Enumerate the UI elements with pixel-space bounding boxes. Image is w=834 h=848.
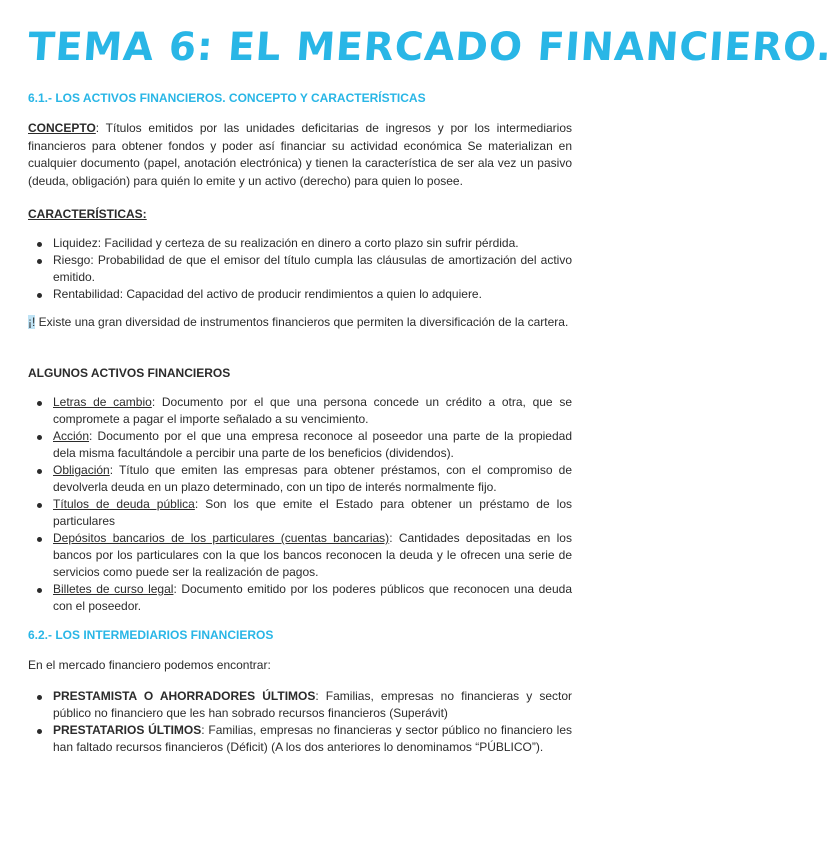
concept-label: CONCEPTO [28,121,96,135]
asset-desc: : Documento por el que una empresa reconoce al poseedor una parte de la propiedad dela misma facultándole a percibir una parte de los beneficios (dividendos). [53,429,572,460]
bullet-icon [37,401,42,406]
asset-desc: : Documento emitido por los poderes públicos que reconocen una deuda con el poseedor. [53,582,573,613]
intermediaries-list [28,688,572,756]
assets-list [28,394,572,615]
intermediary-term: PRESTATARIOS ÚLTIMOS [53,723,202,737]
list-item [28,530,572,581]
asset-desc: : Título que emiten las empresas para obtener préstamos, con el compromiso de devolverla deuda en un plazo determinado, con un tipo de interés normalmente fijo. [53,463,572,494]
bullet-icon [37,469,42,474]
bullet-icon [37,435,42,440]
asset-term: Letras de cambio [53,395,152,409]
intermediary-term: PRESTAMISTA O AHORRADORES ÚLTIMOS [53,689,316,703]
section-heading-6-1: 6.1.- LOS ACTIVOS FINANCIEROS. CONCEPTO Y CARACTERÍSTICAS [28,91,426,105]
asset-term: Títulos de deuda pública [53,497,195,511]
characteristic-text: Riesgo: Probabilidad de que el emisor del título cumpla las cláusulas de amortización del activo emitido. [53,253,572,284]
list-item [28,462,572,496]
list-item [28,722,572,756]
asset-term: Obligación [53,463,110,477]
intermediaries-intro: En el mercado financiero podemos encontrar: [28,658,271,672]
list-item [28,581,572,615]
note-paragraph [28,314,572,332]
bullet-icon [37,503,42,508]
asset-desc: : Documento por el que una persona concede un crédito a otra, que se compromete a pagar el importe señalado a su vencimiento. [53,395,572,426]
list-item [28,428,572,462]
list-item [28,496,572,530]
asset-term: Billetes de curso legal [53,582,174,596]
bullet-icon [37,537,42,542]
characteristic-text: Liquidez: Facilidad y certeza de su realización en dinero a corto plazo sin sufrir pérdida. [53,236,519,250]
section-heading-6-2: 6.2.- LOS INTERMEDIARIOS FINANCIEROS [28,628,274,642]
assets-heading: ALGUNOS ACTIVOS FINANCIEROS [28,366,231,380]
intermediary-desc: : Familias, empresas no financieras y sector público no financiero que les han sobrado recursos financieros (Superávit) [53,689,572,720]
bullet-icon [37,588,42,593]
list-item [28,252,572,286]
bullet-icon [37,695,42,700]
bullet-icon [37,729,42,734]
characteristics-heading: CARACTERÍSTICAS: [28,207,147,221]
list-item [28,688,572,722]
asset-term: Depósitos bancarios de los particulares (cuentas bancarias) [53,531,390,545]
concept-text: : Títulos emitidos por las unidades deficitarias de ingresos y por los intermediarios financieros para obtener fondos y poder así financiar su actividad económica Se materializan en cualquier documento (papel, anotación electrónica) y tienen la característica de ser ala vez un pasivo (deuda, obligación) para quién lo emite y un activo (derecho) para quien lo posee. [28,121,572,188]
asset-desc: : Son los que emite el Estado para obtener un préstamo de los particulares [53,497,573,528]
asset-term: Acción [53,429,90,443]
characteristics-list [28,235,572,303]
list-item [28,286,572,303]
note-text: Existe una gran diversidad de instrumentos financieros que permiten la diversificación de la cartera. [35,315,569,329]
intermediary-desc: : Familias, empresas no financieras y sector público no financiero les han faltado recursos financieros (Déficit) (A los dos anteriores lo denominamos “PÚBLICO”). [53,723,572,754]
bullet-icon [37,259,42,264]
page-title: TEMA 6: EL MERCADO FINANCIERO. [26,25,834,70]
note-mark: ¡! [28,315,36,329]
concept-paragraph [28,120,572,190]
list-item [28,394,572,428]
list-item [28,235,572,252]
bullet-icon [37,293,42,298]
bullet-icon [37,242,42,247]
characteristic-text: Rentabilidad: Capacidad del activo de producir rendimientos a quien lo adquiere. [53,287,482,301]
asset-desc: : Cantidades depositadas en los bancos por los particulares con la que los bancos reconocen la deuda y le ofrecen una serie de servicios como puede ser la realización de pagos. [53,531,572,579]
